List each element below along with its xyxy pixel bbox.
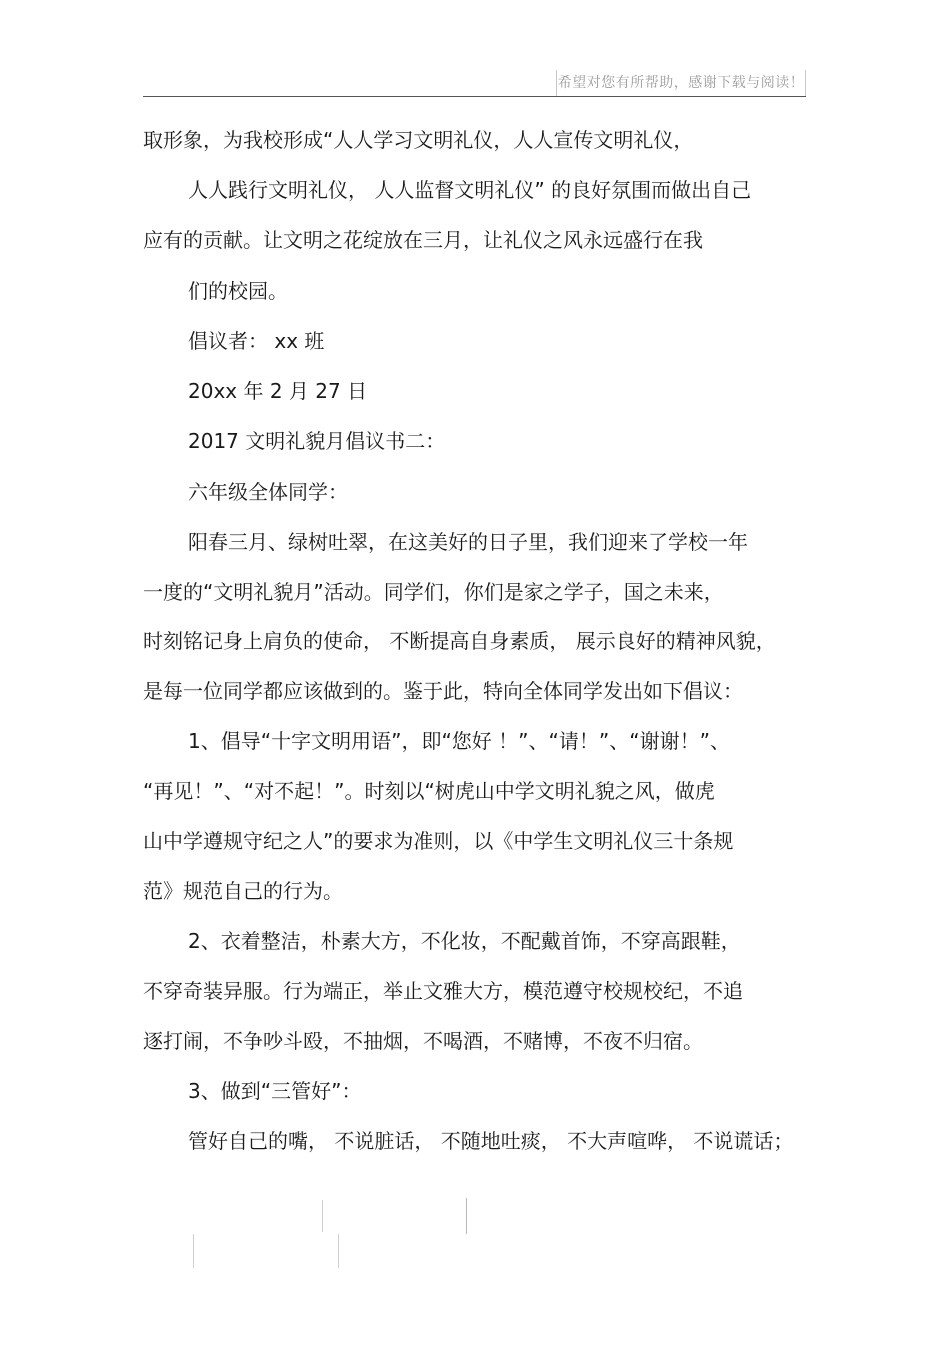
body-line: 2、衣着整洁，朴素大方，不化妆，不配戴首饰，不穿高跟鞋， [188,929,741,953]
body-line: 2017 文明礼貌月倡议书二： [188,429,446,453]
scan-mark [338,1234,339,1268]
body-line: 3、做到“三管好”： [188,1079,362,1103]
body-line: 六年级全体同学： [188,480,348,504]
scan-mark [466,1198,467,1234]
scan-mark [322,1200,323,1232]
body-line: “再见！”、“对不起！”。时刻以“树虎山中学文明礼貌之风，做虎 [143,779,715,803]
scan-mark [193,1234,194,1268]
body-line: 逐打闹，不争吵斗殴，不抽烟，不喝酒，不赌博，不夜不归宿。 [143,1029,703,1053]
body-line: 们的校园。 [188,279,288,303]
body-line: 人人践行文明礼仪， 人人监督文明礼仪” 的良好氛围而做出自己 [188,178,752,202]
body-line: 管好自己的嘴， 不说脏话， 不随地吐痰， 不大声喧哗， 不说谎话； [188,1129,794,1153]
body-line: 时刻铭记身上肩负的使命， 不断提高自身素质， 展示良好的精神风貌， [143,629,776,653]
body-line: 范》规范自己的行为。 [143,879,343,903]
body-line: 20xx 年 2 月 27 日 [188,379,368,403]
body-line: 应有的贡献。让文明之花绽放在三月，让礼仪之风永远盛行在我 [143,228,703,252]
body-line: 山中学遵规守纪之人”的要求为准则，以《中学生文明礼仪三十条规 [143,829,734,853]
body-line: 是每一位同学都应该做到的。鉴于此，特向全体同学发出如下倡议： [143,679,743,703]
body-line: 阳春三月、绿树吐翠，在这美好的日子里，我们迎来了学校一年 [188,530,748,554]
header-rule [143,96,806,97]
body-line: 不穿奇装异服。行为端正，举止文雅大方，模范遵守校规校纪，不追 [143,979,743,1003]
body-line: 倡议者： xx 班 [188,329,325,353]
body-line: 一度的“文明礼貌月”活动。同学们，你们是家之学子，国之未来， [143,580,724,604]
header-note: 希望对您有所帮助，感谢下载与阅读！ [556,70,806,96]
body-line: 1、倡导“十字文明用语”，即“您好 ！”、“请！”、“谢谢！”、 [188,729,730,753]
body-line: 取形象，为我校形成“人人学习文明礼仪，人人宣传文明礼仪， [143,128,694,152]
